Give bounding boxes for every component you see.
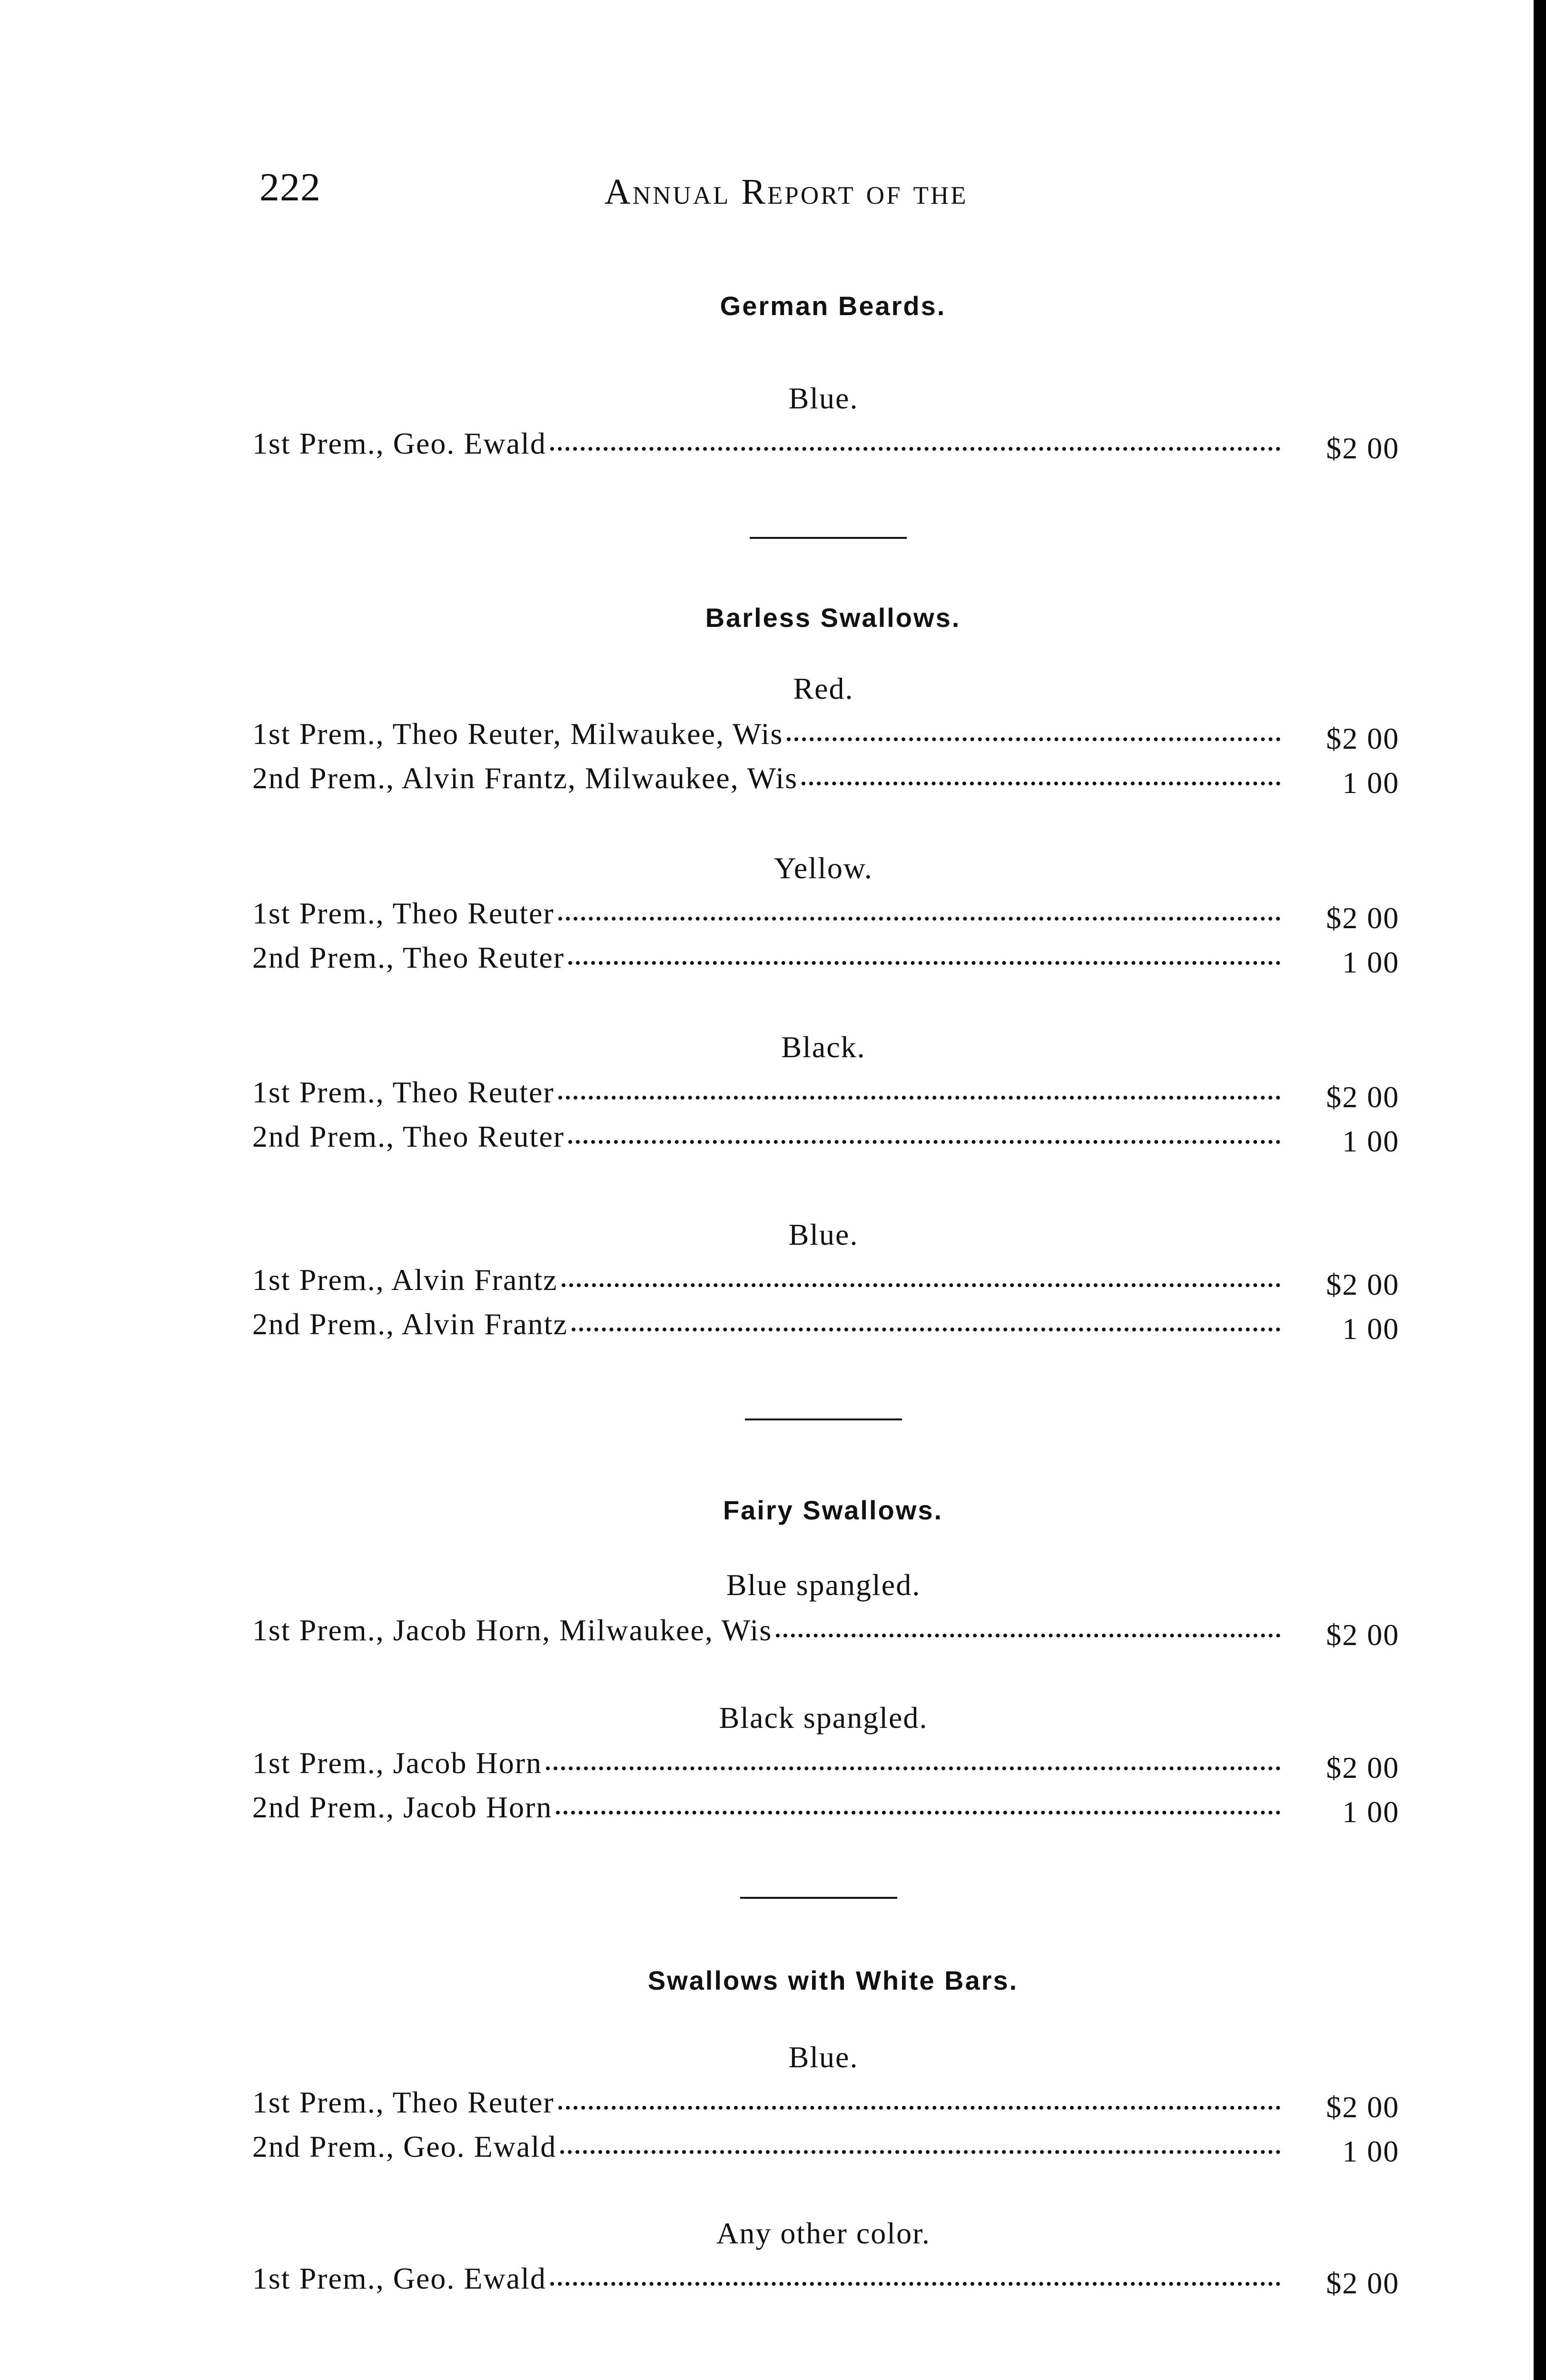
premium-entry xyxy=(252,1262,1399,1300)
premium-entry xyxy=(252,1307,1399,1345)
premium-entry xyxy=(252,2129,1399,2167)
section-divider xyxy=(745,1418,902,1420)
entry-amount: $2 00 xyxy=(1326,1268,1399,1301)
premium-entry xyxy=(252,2261,1399,2299)
entry-amount: $2 00 xyxy=(1326,901,1399,935)
entry-text: 1st Prem., Jacob Horn xyxy=(252,1746,543,1780)
dot-leader xyxy=(560,2150,1280,2154)
dot-leader xyxy=(546,1766,1280,1770)
entry-text: 1st Prem., Theo Reuter xyxy=(252,1075,555,1109)
entry-text: 1st Prem., Theo Reuter, Milwaukee, Wis xyxy=(252,717,783,751)
section-divider xyxy=(750,537,907,539)
dot-leader xyxy=(558,2106,1280,2110)
section-title: Fairy Swallows. xyxy=(723,1495,943,1525)
entry-amount: $2 00 xyxy=(1326,431,1399,465)
entry-amount: $2 00 xyxy=(1326,722,1399,755)
premium-entry xyxy=(252,426,1399,464)
entry-amount: $2 00 xyxy=(1326,2266,1399,2300)
subhead: Red. xyxy=(793,672,854,705)
page-number: 222 xyxy=(259,165,321,209)
entry-amount: 1 00 xyxy=(1342,945,1399,979)
premium-entry xyxy=(252,1613,1399,1651)
entry-amount: 1 00 xyxy=(1342,2134,1399,2168)
section-title: German Beards. xyxy=(720,291,946,321)
section-divider xyxy=(740,1897,897,1899)
premium-entry xyxy=(252,1745,1399,1784)
entry-text: 2nd Prem., Alvin Frantz, Milwaukee, Wis xyxy=(252,761,798,795)
premium-entry xyxy=(252,716,1399,754)
entry-text: 1st Prem., Alvin Frantz xyxy=(252,1263,558,1297)
premium-entry xyxy=(252,2085,1399,2123)
section-title: Barless Swallows. xyxy=(705,603,961,633)
subhead: Blue. xyxy=(788,381,859,415)
dot-leader xyxy=(558,1096,1280,1100)
entry-text: 2nd Prem., Geo. Ewald xyxy=(252,2130,557,2163)
entry-text: 2nd Prem., Theo Reuter xyxy=(252,1120,565,1153)
dot-leader xyxy=(572,1328,1280,1331)
entry-amount: 1 00 xyxy=(1342,1124,1399,1158)
dot-leader xyxy=(556,1811,1280,1815)
entry-amount: $2 00 xyxy=(1326,1618,1399,1652)
subhead: Black spangled. xyxy=(719,1701,928,1735)
entry-text: 1st Prem., Geo. Ewald xyxy=(252,426,546,460)
dot-leader xyxy=(550,447,1280,451)
premium-entry xyxy=(252,1075,1399,1113)
entry-amount: $2 00 xyxy=(1326,1751,1399,1785)
dot-leader xyxy=(776,1634,1280,1637)
entry-text: 1st Prem., Theo Reuter xyxy=(252,2085,555,2119)
dot-leader xyxy=(802,782,1280,785)
premium-entry xyxy=(252,940,1399,978)
dot-leader xyxy=(562,1283,1280,1287)
section-title: Swallows with White Bars. xyxy=(647,1965,1019,1995)
dot-leader xyxy=(558,917,1280,921)
entry-amount: $2 00 xyxy=(1326,2090,1399,2124)
subhead: Blue spangled. xyxy=(726,1568,921,1602)
scan-edge-right xyxy=(1534,0,1546,2380)
subhead: Blue. xyxy=(788,2040,859,2074)
dot-leader xyxy=(568,1140,1280,1144)
subhead: Any other color. xyxy=(716,2216,931,2250)
premium-entry xyxy=(252,1119,1399,1157)
premium-entry xyxy=(252,896,1399,934)
entry-text: 1st Prem., Geo. Ewald xyxy=(252,2261,546,2295)
subhead: Black. xyxy=(781,1030,866,1064)
premium-entry xyxy=(252,761,1399,799)
entry-amount: 1 00 xyxy=(1342,1795,1399,1829)
subhead: Yellow. xyxy=(774,851,873,885)
entry-text: 2nd Prem., Alvin Frantz xyxy=(252,1307,568,1341)
entry-amount: $2 00 xyxy=(1326,1080,1399,1114)
premium-entry xyxy=(252,1790,1399,1828)
entry-amount: 1 00 xyxy=(1342,1312,1399,1346)
entry-text: 2nd Prem., Jacob Horn xyxy=(252,1790,553,1824)
entry-text: 1st Prem., Jacob Horn, Milwaukee, Wis xyxy=(252,1613,773,1647)
entry-text: 2nd Prem., Theo Reuter xyxy=(252,941,565,974)
subhead: Blue. xyxy=(788,1218,859,1251)
dot-leader xyxy=(550,2282,1280,2286)
entry-text: 1st Prem., Theo Reuter xyxy=(252,896,555,930)
dot-leader xyxy=(787,737,1280,741)
dot-leader xyxy=(568,961,1280,965)
entry-amount: 1 00 xyxy=(1342,766,1399,800)
running-head: Annual Report of the xyxy=(605,172,968,212)
